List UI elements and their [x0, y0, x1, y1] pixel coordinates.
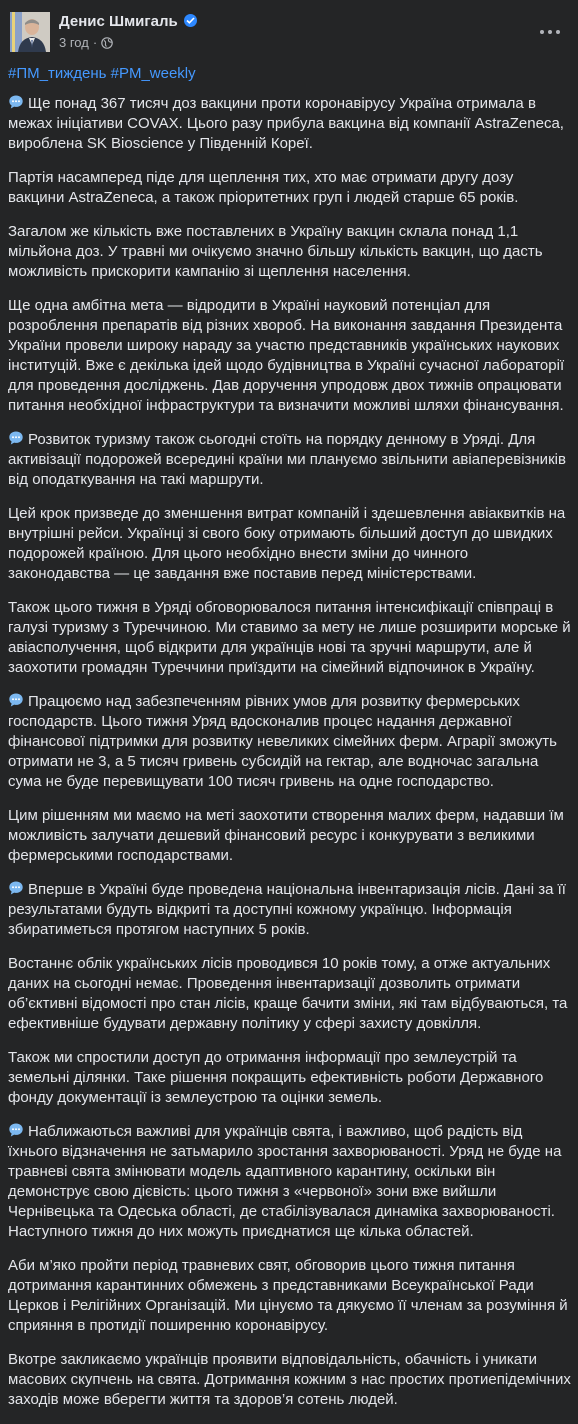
paragraph-text: Цим рішенням ми маємо на меті заохотити створення малих ферм, надавши їм можливість залучати дешевий фінансовий ресурс і конкурувати з великими фермерськими господарствами.: [8, 807, 564, 864]
speech-bubble-icon: [8, 692, 24, 708]
paragraph-text: Вперше в Україні буде проведена національна інвентаризація лісів. Дані за її результатами будуть відкриті та доступні кожному українцю. Інформація збиратиметься протягом наступних 5 років.: [8, 881, 566, 938]
paragraph-text: Ще понад 367 тисяч доз вакцини проти коронавірусу Україна отримала в межах ініціативи COVAX. Цього разу прибула вакцина від компанії AstraZeneca, вироблена SK Bioscience у Південній Кореї.: [8, 95, 564, 152]
post-paragraph: [8, 1048, 574, 1108]
post-paragraph: [8, 806, 574, 866]
post-paragraph: [8, 598, 574, 678]
post-paragraph: [8, 692, 574, 792]
paragraph-text: Аби м’яко пройти період травневих свят, обговорив цього тижня питання дотримання карантинних обмежень з представниками Всеукраїнської Ради Церков і Релігійних Організацій. Ми цінуємо та дякуємо її членам за розуміння й сприяння в протидії поширенню коронавірусу.: [8, 1257, 568, 1334]
post-paragraph: [8, 296, 574, 416]
post-paragraph: [8, 222, 574, 282]
more-dot-icon: [540, 30, 544, 34]
post-paragraph: [8, 168, 574, 208]
post-paragraph: [8, 430, 574, 490]
paragraph-text: Наближаються важливі для українців свята, і важливо, щоб радість від їхнього відзначення не затьмарило зростання захворюваності. Уряд не буде на травневі свята змінювати модель адаптивного карантину, оскільки він демонструє свою дієвість: цього тижня з «червоної» зони вже вийшли Чернівецька та Одеська області, де стабілізувалася динаміка захворюваності. Наступного тижня до них можуть приєднатися ще кілька областей.: [8, 1123, 562, 1240]
paragraph-text: Також ми спростили доступ до отримання інформації про землеустрій та земельні ділянки. Таке рішення покращить ефективність роботи Державного фонду документації із землеустрою та оцінки земель.: [8, 1049, 544, 1106]
verified-badge-icon: [184, 14, 197, 27]
post-paragraph: [8, 1350, 574, 1410]
paragraph-text: Загалом же кількість вже поставлених в Україну вакцин склала понад 1,1 мільйона доз. У травні ми очікуємо значно більшу кількість вакцин, що дасть можливість прискорити кампанію зі щеплення населення.: [8, 223, 543, 280]
more-dot-icon: [556, 30, 560, 34]
author-name-text[interactable]: Денис Шмигаль: [59, 13, 178, 30]
hashtags: [8, 64, 574, 84]
author-avatar[interactable]: [10, 12, 50, 52]
more-dot-icon: [548, 30, 552, 34]
post-paragraph: [8, 1122, 574, 1242]
speech-bubble-icon: [8, 430, 24, 446]
post-paragraph: [8, 1256, 574, 1336]
post-paragraph: [8, 504, 574, 584]
author-name[interactable]: [59, 13, 197, 30]
paragraph-text: Ще одна амбітна мета — відродити в Україні науковий потенціал для розроблення препаратів від різних хвороб. На виконання завдання Президента України провели широку нараду за участю представників українських наукових інституцій. Вже є декілька ідей щодо будівництва в Україні сучасної лабораторії для проведення досліджень. Дав доручення упродовж двох тижнів опрацювати питання необхідної інфраструктури та визначити можливі шляхи фінансування.: [8, 297, 565, 414]
post-content: [8, 58, 574, 1424]
post-paragraph: [8, 880, 574, 940]
speech-bubble-icon: [8, 1122, 24, 1138]
paragraph-text: Також цього тижня в Уряді обговорювалося питання інтенсифікації співпраці в галузі туризму з Туреччиною. Ми ставимо за мету не лише розширити морське й авіасполучення, щоб відкрити для українців нові та зручні маршрути, але й заохотити громадян Туреччини приїздити на сімейний відпочинок в Україну.: [8, 599, 571, 676]
post-header: [0, 0, 578, 58]
paragraph-text: Востаннє облік українських лісів проводився 10 років тому, а отже актуальних даних на сьогодні немає. Проведення інвентаризації дозволить отримати об’єктивні відомості про стан лісів, краще бачити зміни, які там відбуваються, та ефективніше будувати державну політику у сфері захисту довкілля.: [8, 955, 568, 1032]
paragraph-text: Вкотре закликаємо українців проявити відповідальність, обачність і уникати масових скупчень на свята. Дотримання кожним з нас простих протиепідемічних заходів може вберегти життя та здоров’я сотень людей.: [8, 1351, 571, 1408]
hashtag-link[interactable]: #PM_weekly: [110, 65, 196, 82]
paragraph-text: Працюємо над забезпеченням рівних умов для розвитку фермерських господарств. Цього тижня Уряд вдосконалив процес надання державної фінансової підтримки для розвитку невеликих сімейних ферм. Аграрії зможуть отримати не 3, а 5 тисяч гривень субсидій на гектар, але водночас загальна сума не буде перевищувати 100 тисяч гривень на одне господарство.: [8, 693, 557, 790]
meta-separator: ·: [92, 35, 98, 50]
paragraph-text: Партія насамперед піде для щеплення тих, хто має отримати другу дозу вакцини AstraZeneca, а також пріоритетних груп і людей старше 65 років.: [8, 169, 519, 206]
post-meta: [59, 35, 113, 50]
speech-bubble-icon: [8, 94, 24, 110]
post-paragraph: [8, 954, 574, 1034]
globe-icon[interactable]: [101, 37, 113, 49]
more-options-button[interactable]: [532, 19, 568, 45]
post-paragraphs: [8, 94, 574, 1410]
post-timestamp[interactable]: 3 год: [59, 35, 89, 50]
speech-bubble-icon: [8, 880, 24, 896]
hashtag-link[interactable]: #ПМ_тиждень: [8, 65, 107, 82]
paragraph-text: Розвиток туризму також сьогодні стоїть на порядку денному в Уряді. Для активізації подорожей всередині країни ми плануємо звільнити авіаперевізників від оподаткування на такі маршрути.: [8, 431, 566, 488]
paragraph-text: Цей крок призведе до зменшення витрат компаній і здешевлення авіаквитків на внутрішні рейси. Українці зі свого боку отримають більший доступ до швидких подорожей країною. Для цього необхідно внести зміни до чинного законодавства — це завдання вже поставив перед міністерствами.: [8, 505, 566, 582]
post-paragraph: [8, 94, 574, 154]
avatar-portrait-icon: [10, 12, 50, 52]
